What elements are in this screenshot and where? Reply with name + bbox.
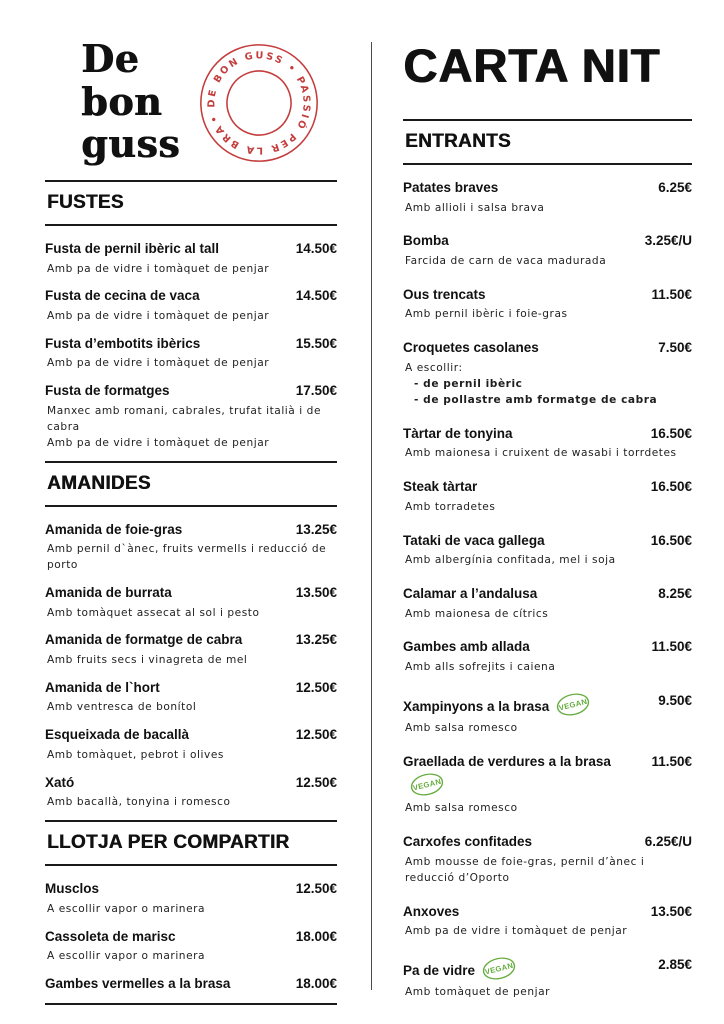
item-row (403, 338, 692, 358)
item-description-line: Amb tomàquet de penjar (405, 986, 551, 998)
item-name: Xató (45, 774, 75, 790)
column-divider (371, 42, 372, 990)
item-price: 12.50€ (295, 774, 337, 790)
menu-item (403, 178, 692, 216)
menu-item (403, 338, 692, 408)
item-description (45, 356, 337, 372)
item-name: Amanida de formatge de cabra (45, 632, 243, 648)
vegan-badge-label: VEGAN (411, 777, 443, 793)
item-description-line: A escollir vapor o marinera (47, 950, 206, 963)
item-name: Amanida de foie-gras (45, 521, 183, 537)
item-description (403, 801, 692, 817)
item-row (403, 424, 692, 444)
item-row (403, 178, 692, 198)
menu-item (403, 902, 692, 940)
item-price: 12.50€ (295, 727, 337, 743)
item-description (403, 660, 692, 676)
brand-word-3: guss (81, 121, 180, 167)
item-price: 16.50€ (650, 425, 692, 441)
item-description-line: Amb maionesa de cítrics (405, 607, 549, 620)
menu-item (403, 691, 692, 737)
brand (45, 36, 337, 166)
item-price: 16.50€ (650, 479, 692, 495)
item-description (45, 309, 337, 325)
item-price: 12.50€ (295, 881, 337, 897)
vegan-badge-label: VEGAN (483, 960, 515, 977)
menu-item (45, 678, 337, 716)
brand-stamp-text: • DE BON GUSS • PASSIÓ PER LA BRASA (206, 50, 312, 156)
item-row (45, 927, 337, 947)
item-price: 18.00€ (295, 928, 337, 944)
item-description (403, 924, 692, 940)
menu-item (45, 334, 337, 372)
item-description-line: Amb torradetes (405, 500, 496, 513)
item-row (403, 285, 692, 305)
item-price: 11.50€ (651, 286, 692, 302)
item-row (403, 691, 692, 718)
item-description-line: Amb pa de vidre i tomàquet de penjar (47, 436, 270, 449)
item-row (45, 520, 337, 540)
section-heading: AMANIDES (45, 461, 337, 507)
item-name: Esqueixada de bacallà (45, 727, 190, 743)
item-description-line: Manxec amb romani, cabrales, trufat italià i de cabra (47, 404, 322, 433)
menu-item (45, 725, 337, 763)
menu-item (403, 955, 692, 1001)
item-description-line: A escollir vapor o marinera (47, 902, 206, 915)
menu-item (403, 231, 692, 269)
item-description (403, 446, 692, 462)
item-description-line: - de pollastre amb formatge de cabra (414, 393, 658, 406)
item-description (403, 985, 692, 1001)
section-heading: FUSTES (45, 180, 337, 226)
item-name: Gambes vermelles a la brasa (45, 976, 231, 992)
item-name: Tataki de vaca gallega (403, 532, 545, 548)
item-price: 15.50€ (295, 335, 337, 351)
left-column (45, 36, 337, 1005)
item-price: 16.50€ (650, 532, 692, 548)
item-description (45, 404, 337, 452)
page-title: CARTA NIT (403, 39, 661, 92)
item-description (403, 254, 692, 270)
item-row (45, 239, 337, 259)
item-description (45, 700, 337, 716)
item-row (45, 678, 337, 698)
item-name: Pa de vidre VEGAN (403, 955, 517, 982)
item-row (45, 381, 337, 401)
item-name: Fusta d’embotits ibèrics (45, 335, 201, 351)
item-description-line: Amb albergínia confitada, mel i soja (405, 554, 616, 567)
item-row (403, 637, 692, 657)
item-price: 13.50€ (650, 903, 692, 919)
item-description-line: Amb allioli i salsa brava (405, 201, 545, 214)
item-row (403, 477, 692, 497)
item-name: Xampinyons a la brasa VEGAN (403, 691, 591, 718)
item-description-line: Amb tomàquet, pebrot i olives (47, 748, 224, 761)
item-name: Amanida de burrata (45, 584, 172, 600)
section-heading: ENTRANTS (403, 119, 692, 165)
menu-item (45, 773, 337, 811)
item-name: Cassoleta de marisc (45, 928, 176, 944)
item-price: 3.25€/U (644, 233, 692, 249)
item-description-line: Amb bacallà, tonyina i romesco (47, 796, 231, 809)
item-price: 6.25€ (658, 180, 692, 195)
item-description (45, 653, 337, 669)
item-price: 9.50€ (658, 692, 692, 708)
item-price: 13.25€ (295, 632, 337, 648)
menu-section (45, 820, 337, 993)
item-price: 13.50€ (295, 584, 337, 600)
item-description-line: - de pernil ibèric (414, 377, 523, 390)
vegan-badge-icon (409, 771, 445, 798)
menu-item (403, 637, 692, 675)
item-price: 6.25€/U (644, 834, 692, 850)
menu-item (403, 832, 692, 886)
item-name: Fusta de pernil ibèric al tall (45, 241, 220, 256)
item-name: Fusta de formatges (45, 383, 170, 399)
item-description-line: A escollir: (405, 361, 463, 374)
item-name: Steak tàrtar (403, 479, 478, 495)
item-description-line: Amb alls sofrejits i caiena (405, 660, 556, 673)
item-price: 2.85€ (658, 957, 692, 972)
item-description-line: Amb maionesa i cruixent de wasabi i torrdetes (405, 447, 677, 460)
item-row (45, 879, 337, 899)
item-name: Musclos (45, 881, 100, 897)
section-heading: LLOTJA PER COMPARTIR (45, 820, 337, 866)
item-price: 17.50€ (295, 383, 337, 399)
menu-item (45, 239, 337, 277)
menu-section (45, 461, 337, 812)
item-description (403, 553, 692, 569)
item-description-line: Amb pa de vidre i tomàquet de penjar (47, 357, 270, 370)
item-row (403, 584, 692, 604)
item-description-line: Amb pa de vidre i tomàquet de penjar (405, 925, 628, 938)
item-name: Croquetes casolanes (403, 340, 539, 356)
left-sections (45, 180, 337, 994)
item-row (45, 630, 337, 650)
item-price: 18.00€ (295, 976, 337, 992)
item-name: Tàrtar de tonyina (403, 425, 513, 441)
item-description (403, 500, 692, 516)
item-price: 14.50€ (295, 241, 337, 256)
brand-logo (45, 36, 180, 166)
menu-item (45, 927, 337, 965)
menu-item (403, 531, 692, 569)
item-price: 11.50€ (651, 639, 692, 655)
item-description-line: Amb salsa romesco (405, 721, 518, 734)
item-description (45, 606, 337, 622)
menu-item (403, 285, 692, 323)
item-row (403, 902, 692, 922)
item-description (45, 902, 337, 918)
item-description (45, 949, 337, 965)
item-row (45, 334, 337, 354)
item-description (403, 361, 692, 409)
item-price: 13.25€ (295, 521, 337, 537)
item-description (45, 542, 337, 574)
item-description (403, 721, 692, 737)
item-description-line: Amb mousse de foie-gras, pernil d’ànec i reducció d’Oporto (405, 855, 645, 884)
item-name: Anxoves (403, 903, 460, 919)
item-price: 8.25€ (658, 585, 692, 601)
menu-section (45, 180, 337, 452)
item-row (45, 974, 337, 994)
item-price: 7.50€ (658, 340, 692, 356)
item-description (45, 795, 337, 811)
item-description (45, 262, 337, 278)
item-price: 11.50€ (651, 753, 692, 769)
item-row (45, 773, 337, 793)
item-description (403, 855, 692, 887)
menu-item (45, 630, 337, 668)
item-description-line: Amb salsa romesco (405, 802, 518, 815)
item-description-line: Amb pa de vidre i tomàquet de penjar (47, 310, 270, 323)
item-name: Graellada de verdures a la brasa VEGAN (403, 752, 641, 799)
item-description-line: Amb fruits secs i vinagreta de mel (47, 653, 248, 666)
svg-text:• DE BON GUSS • PASSIÓ PER LA (196, 40, 322, 166)
menu-item (45, 974, 337, 994)
menu-item (403, 584, 692, 622)
item-row (403, 752, 692, 799)
item-description (403, 307, 692, 323)
item-description-line: Amb pernil ibèric i foie-gras (405, 308, 568, 321)
item-row (403, 531, 692, 551)
menu-item (45, 879, 337, 917)
item-name: Bomba (403, 233, 449, 249)
menu-item (45, 520, 337, 574)
brand-word-1: De (81, 36, 140, 81)
menu-item (403, 752, 692, 817)
item-name: Amanida de l`hort (45, 679, 160, 695)
menu-section (403, 119, 692, 1001)
menu-item (45, 583, 337, 621)
item-name: Carxofes confitades (403, 834, 533, 850)
item-description-line: Amb pernil d`ànec, fruits vermells i reducció de porto (47, 543, 327, 572)
right-sections (403, 119, 692, 1001)
item-row (45, 286, 337, 306)
item-description-line: Amb pa de vidre i tomàquet de penjar (47, 262, 270, 275)
item-row (45, 583, 337, 603)
item-name: Fusta de cecina de vaca (45, 288, 200, 304)
item-description-line: Farcida de carn de vaca madurada (405, 255, 607, 268)
item-description (45, 748, 337, 764)
menu-item (45, 286, 337, 324)
item-row (403, 231, 692, 251)
vegan-badge-icon (555, 691, 591, 718)
brand-word-2: bon (81, 78, 163, 124)
item-name: Calamar a l’andalusa (403, 585, 538, 601)
item-description-line: Amb tomàquet assecat al sol i pesto (47, 606, 260, 619)
item-description-line: Amb ventresca de bonítol (47, 701, 197, 714)
item-row (45, 725, 337, 745)
vegan-badge-icon (481, 955, 517, 982)
vegan-badge-label: VEGAN (558, 696, 589, 713)
item-description (403, 201, 692, 217)
item-description (403, 607, 692, 623)
bottom-rule (45, 1003, 337, 1005)
item-price: 12.50€ (295, 679, 337, 695)
item-price: 14.50€ (295, 288, 337, 304)
menu-item (403, 477, 692, 515)
menu-item (403, 424, 692, 462)
right-column (403, 30, 692, 1016)
menu-item (45, 381, 337, 451)
item-name: Ous trencats (403, 286, 486, 302)
item-name: Gambes amb allada (403, 639, 530, 655)
brand-stamp-icon (196, 40, 322, 166)
item-name: Patates braves (403, 180, 499, 195)
item-row (403, 832, 692, 852)
item-row (403, 955, 692, 982)
